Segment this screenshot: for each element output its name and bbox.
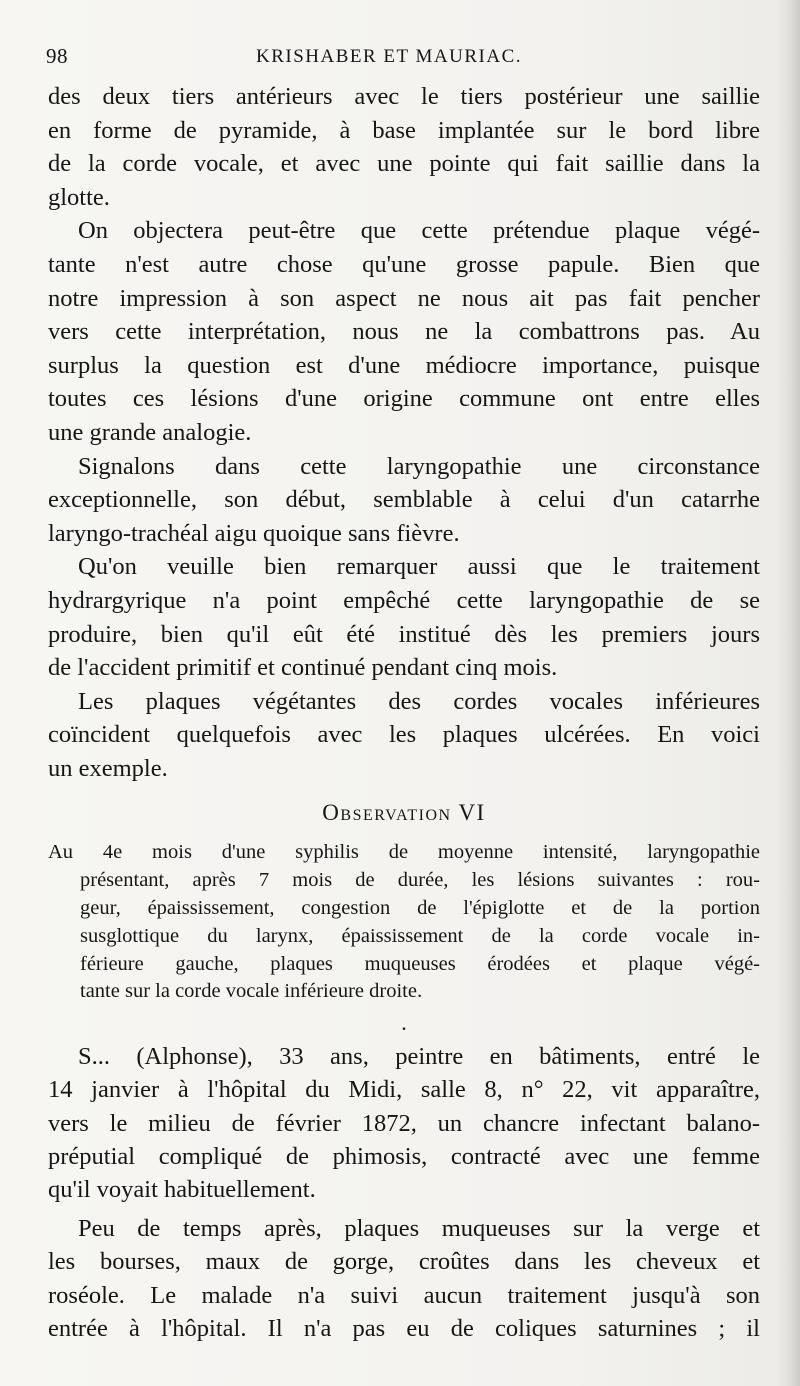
paragraph [48, 550, 760, 684]
text-line: de l'accident primitif et continué pendant cinq mois. [48, 654, 558, 682]
text-line: notre impression à son aspect ne nous ait pas fait pencher [48, 284, 760, 312]
summary-line: tante sur la corde vocale inférieure droite. [80, 980, 423, 1003]
text-line: produire, bien qu'il eût été institué dès les premiers jours [48, 620, 760, 648]
text-line: hydrargyrique n'a point empêché cette laryngopathie de se [48, 586, 760, 614]
text-line: un exemple. [48, 754, 168, 782]
summary-line: susglottique du larynx, épaississement de la corde vocale in- [80, 924, 760, 947]
text-line: vers cette interprétation, nous ne la combattrons pas. Au [48, 318, 760, 346]
paragraph [48, 214, 760, 449]
text-line: préputial compliqué de phimosis, contracté avec une femme [48, 1142, 760, 1170]
text-line: coïncident quelquefois avec les plaques ulcérées. En voici [48, 721, 760, 749]
text-line: surplus la question est d'une médiocre importance, puisque [48, 351, 760, 379]
case-paragraph [48, 1040, 760, 1206]
text-line: roséole. Le malade n'a suivi aucun traitement jusqu'à son [48, 1281, 760, 1309]
text-line: 14 janvier à l'hôpital du Midi, salle 8, n° 22, vit apparaître, [48, 1076, 760, 1104]
text-line: Les plaques végétantes des cordes vocales inférieures [78, 687, 760, 715]
text-line: entrée à l'hôpital. Il n'a pas eu de coliques saturnines ; il [48, 1314, 760, 1342]
text-line: Qu'on veuille bien remarquer aussi que le traitement [78, 553, 760, 581]
text-line: exceptionnelle, son début, semblable à celui d'un catarrhe [48, 486, 760, 514]
text-line: laryngo-trachéal aigu quoique sans fièvre. [48, 519, 460, 547]
summary-line: présentant, après 7 mois de durée, les lésions suivantes : rou- [80, 869, 760, 892]
text-line: tante n'est autre chose qu'une grosse papule. Bien que [48, 250, 760, 278]
paragraph [48, 80, 760, 214]
separator-dot: . [401, 1010, 407, 1036]
text-line: Signalons dans cette laryngopathie une circonstance [78, 452, 760, 480]
text-line: qu'il voyait habituellement. [48, 1176, 316, 1203]
paragraph [48, 450, 760, 551]
case-paragraph [48, 1212, 760, 1345]
summary-line: férieure gauche, plaques muqueuses érodées et plaque végé- [80, 952, 760, 975]
text-line: des deux tiers antérieurs avec le tiers postérieur une saillie [48, 83, 760, 110]
text-line: On objectera peut-être que cette prétendue plaque végé- [78, 217, 760, 245]
text-line: en forme de pyramide, à base implantée sur le bord libre [48, 116, 760, 144]
text-line: glotte. [48, 183, 110, 211]
observation-summary [48, 839, 760, 1006]
paragraph [48, 685, 760, 786]
text-line: toutes ces lésions d'une origine commune ont entre elles [48, 385, 760, 413]
text-line: de la corde vocale, et avec une pointe qui fait saillie dans la [48, 150, 760, 178]
text-line: vers le milieu de février 1872, un chancre infectant balano- [48, 1109, 760, 1137]
section-separator [48, 1006, 760, 1040]
page-header [46, 44, 766, 78]
page-body [48, 80, 760, 1345]
summary-line: Au 4e mois d'une syphilis de moyenne intensité, laryngopathie [48, 841, 760, 864]
summary-line: geur, épaississement, congestion de l'épiglotte et de la portion [80, 897, 760, 920]
running-head: KRISHABER ET MAURIAC. [256, 46, 523, 67]
page-number: 98 [46, 44, 68, 68]
text-line: une grande analogie. [48, 418, 252, 446]
observation-heading: Observation VI [322, 800, 486, 826]
page-spine-shadow [776, 0, 800, 1386]
text-line: Peu de temps après, plaques muqueuses sur la verge et [78, 1215, 760, 1243]
text-line: les bourses, maux de gorge, croûtes dans les cheveux et [48, 1248, 760, 1276]
text-line: S... (Alphonse), 33 ans, peintre en bâtiments, entré le [78, 1043, 760, 1071]
